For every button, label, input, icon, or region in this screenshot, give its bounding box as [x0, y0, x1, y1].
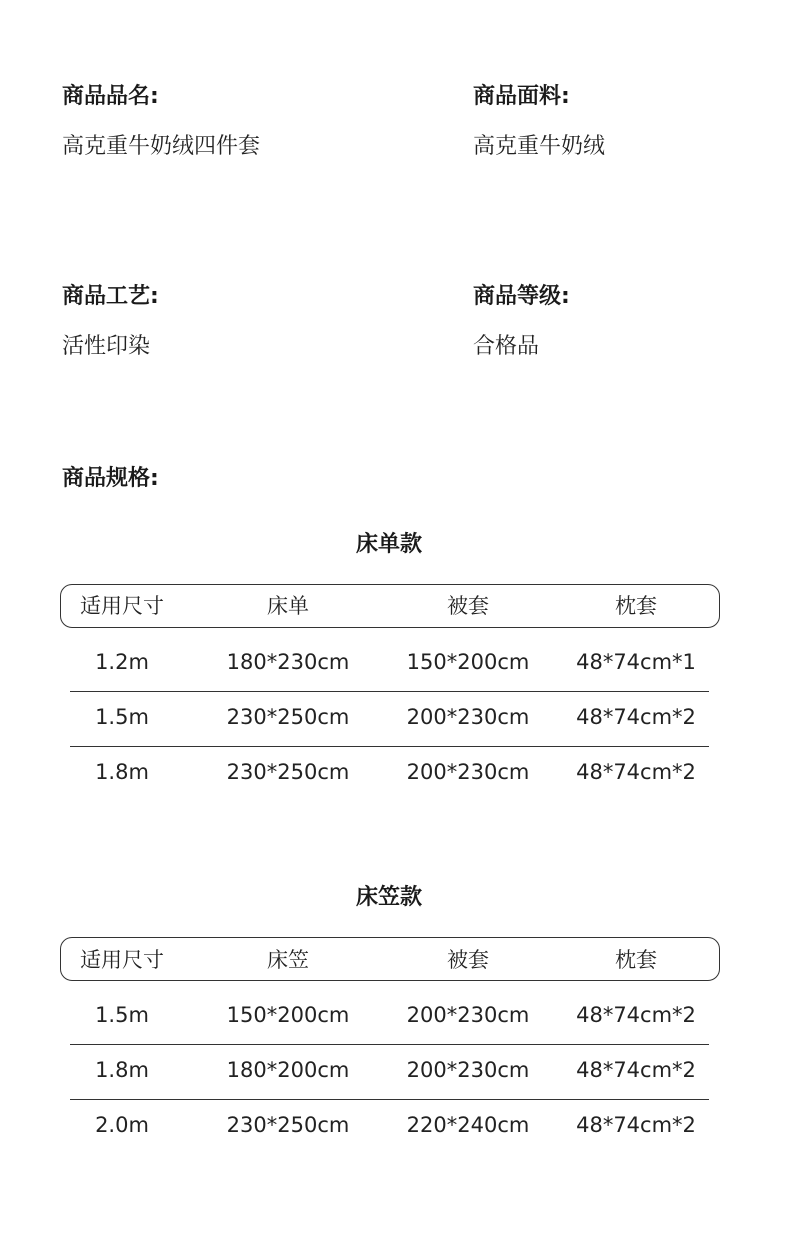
table-cell: 200*230cm — [406, 1003, 530, 1027]
table-cell: 150*200cm — [226, 1003, 350, 1027]
product-grade-label: 商品等级: — [473, 284, 570, 309]
table-cell: 230*250cm — [226, 1113, 350, 1137]
product-name-value: 高克重牛奶绒四件套 — [62, 134, 261, 159]
table-cell: 48*74cm*2 — [576, 1003, 696, 1027]
table-cell: 48*74cm*2 — [576, 760, 696, 784]
product-process-value: 活性印染 — [62, 334, 151, 359]
product-fabric-label: 商品面料: — [473, 84, 570, 109]
row-divider — [70, 691, 709, 692]
product-name-label: 商品品名: — [62, 84, 159, 109]
table-cell: 200*230cm — [406, 705, 530, 729]
table-cell: 48*74cm*2 — [576, 705, 696, 729]
table-cell: 200*230cm — [406, 760, 530, 784]
row-divider — [70, 1044, 709, 1045]
product-process-label: 商品工艺: — [62, 284, 159, 309]
table-cell: 180*230cm — [226, 650, 350, 674]
table-cell: 1.8m — [95, 1058, 149, 1082]
table-cell: 1.5m — [95, 705, 149, 729]
table-cell: 230*250cm — [226, 705, 350, 729]
product-fabric-value: 高克重牛奶绒 — [473, 134, 606, 159]
header-cell: 枕套 — [615, 948, 657, 972]
row-divider — [70, 746, 709, 747]
table-cell: 48*74cm*2 — [576, 1058, 696, 1082]
table-cell: 1.5m — [95, 1003, 149, 1027]
table-cell: 1.2m — [95, 650, 149, 674]
product-spec-label: 商品规格: — [62, 466, 159, 491]
table-cell: 48*74cm*1 — [576, 650, 696, 674]
row-divider — [70, 1099, 709, 1100]
table-cell: 200*230cm — [406, 1058, 530, 1082]
product-grade-value: 合格品 — [473, 334, 540, 359]
header-cell: 床单 — [267, 594, 309, 618]
table-cell: 230*250cm — [226, 760, 350, 784]
table-cell: 1.8m — [95, 760, 149, 784]
table-cell: 2.0m — [95, 1113, 149, 1137]
table-title-fitted: 床笠款 — [355, 885, 422, 910]
header-cell: 枕套 — [615, 594, 657, 618]
header-cell: 被套 — [447, 594, 489, 618]
table-cell: 220*240cm — [406, 1113, 530, 1137]
header-cell: 适用尺寸 — [80, 594, 164, 618]
table-title-sheet: 床单款 — [355, 532, 422, 557]
table-cell: 180*200cm — [226, 1058, 350, 1082]
table-cell: 48*74cm*2 — [576, 1113, 696, 1137]
header-cell: 被套 — [447, 948, 489, 972]
header-cell: 适用尺寸 — [80, 948, 164, 972]
table-cell: 150*200cm — [406, 650, 530, 674]
header-cell: 床笠 — [267, 948, 309, 972]
